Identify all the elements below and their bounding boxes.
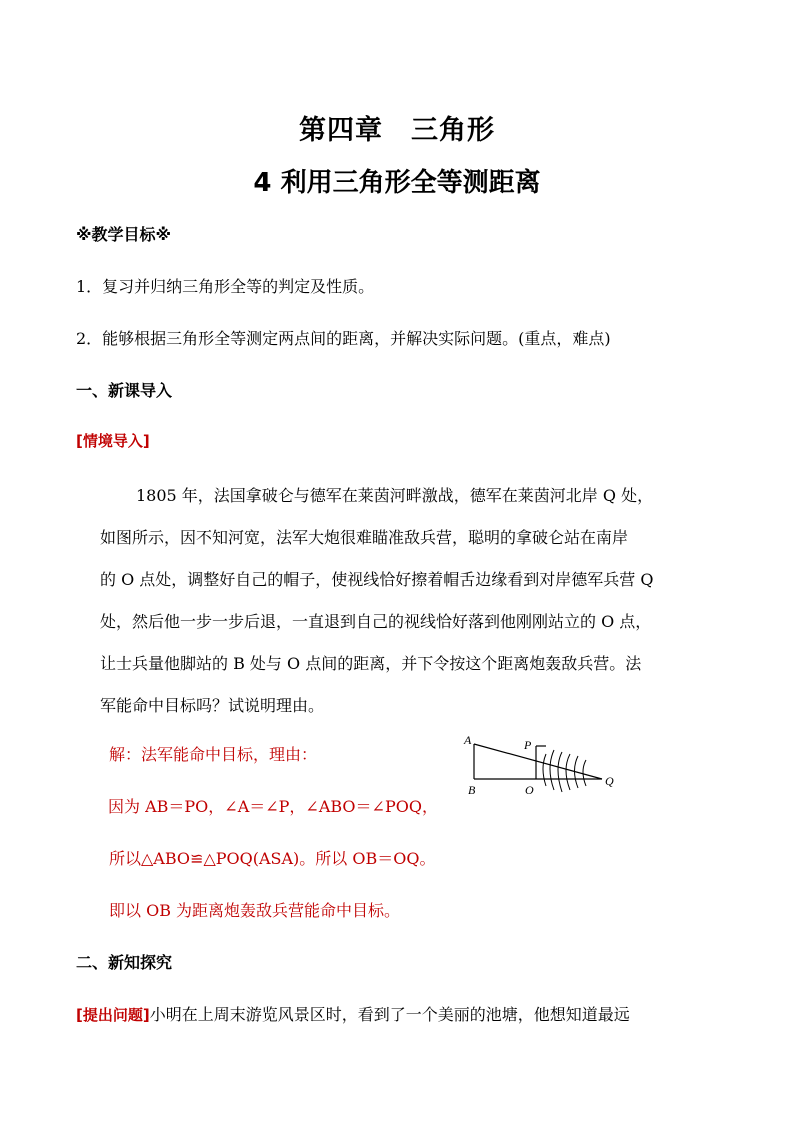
story-line-6: 军能命中目标吗？试说明理由。 [100,696,325,715]
label-a: A [464,733,472,747]
story-line-3: 的 O 点处，调整好自己的帽子，使视线恰好擦着帽舌边缘看到对岸德军兵营 Q [100,570,654,589]
section2-first-line [76,1002,630,1025]
water-arc [566,754,570,790]
story-line-1: 1805 年，法国拿破仑与德军在莱茵河畔激战，德军在莱茵河北岸 Q 处， [136,486,654,505]
water-arc [583,760,586,786]
label-p: P [524,738,532,752]
section1-heading: 一、新课导入 [76,381,173,400]
label-q: Q [605,774,614,788]
story-line-2: 如图所示，因不知河宽，法军大炮很难瞄准敌兵营，聪明的拿破仑站在南岸 [100,528,629,547]
label-b: B [468,783,476,797]
water-arc [543,754,546,786]
story-line-4: 处，然后他一步一步后退，一直退到自己的视线恰好落到他刚刚站立的 O 点， [100,612,652,631]
objective-item-2: 2．能够根据三角形全等测定两点间的距离，并解决实际问题。(重点，难点) [76,329,611,348]
solution-line-1: 解：法军能命中目标，理由： [109,745,318,764]
chapter-title: 第四章 三角形 [299,115,495,146]
situation-intro-tag: [情境导入] [76,432,150,450]
section2-heading: 二、新知探究 [76,953,173,972]
solution-line-4: 即以 OB 为距离炮轰敌兵营能命中目标。 [109,901,401,920]
story-line-5: 让士兵量他脚站的 B 处与 O 点间的距离，并下令按这个距离炮轰敌兵营。法 [100,654,642,673]
section2-text: 小明在上周末游览风景区时，看到了一个美丽的池塘，他想知道最远 [149,1005,630,1024]
section1-tag [76,430,150,451]
label-o: O [525,783,534,797]
raise-question-tag: [提出问题] [76,1006,150,1024]
solution-line-2: 因为 AB＝PO，∠A＝∠P，∠ABO＝∠POQ， [108,797,438,816]
water-arc [550,750,554,790]
water-arc [558,752,562,792]
solution-line-3: 所以△ABO≌△POQ(ASA)。所以 OB＝OQ。 [109,849,436,868]
triangle-figure [462,732,622,800]
objectives-heading: ※教学目标※ [76,225,172,244]
objective-item-1: 1．复习并归纳三角形全等的判定及性质。 [76,277,375,296]
lesson-title: 4 利用三角形全等测距离 [253,168,541,198]
